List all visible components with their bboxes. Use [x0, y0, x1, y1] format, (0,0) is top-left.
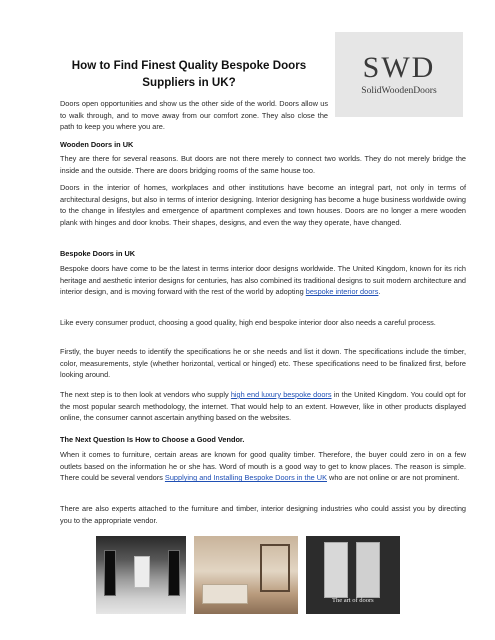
bespoke-interior-doors-link[interactable]: bespoke interior doors	[305, 287, 379, 297]
paragraph-3-end: .	[378, 287, 381, 297]
paragraph-7-end: who are not online or are not prominent.	[327, 473, 460, 483]
paragraph-7	[60, 449, 466, 484]
company-logo	[335, 32, 463, 117]
black-doors-photo	[306, 536, 400, 614]
paragraph-6-end: in the United Kingdom. You could opt for the most popular search methodology, the internet. That would help to an extent. However, like in other products displayed online, the consumer cannot ascertain anything based on the websites.	[60, 390, 466, 423]
logo-initials: SWD	[362, 51, 436, 84]
paragraph-2: Doors in the interior of homes, workplaces and other institutions have become an integral part, not only in terms of architectural designs, but also in terms of interior designing. Interior designing has become a huge business worldwide owing to the change in lifestyles and emergence of apartment complexes and town houses. Doors are no longer a mere wooden plank with hinges and door knobs. Their shapes, designs, and even the way they operate, have changed.	[60, 183, 466, 227]
section-heading-bespoke-doors: Bespoke Doors in UK	[60, 249, 136, 258]
supplying-installing-doors-link[interactable]: Supplying and Installing Bespoke Doors in the UK	[164, 473, 327, 483]
paragraph-8: There are also experts attached to the furniture and timber, interior designing industries who could assist you by directing you to the appropriate vendor.	[60, 504, 466, 525]
paragraph-4: Like every consumer product, choosing a good quality, high end bespoke interior door also needs a careful process.	[60, 318, 436, 327]
living-room-photo	[194, 536, 298, 614]
section-heading-wooden-doors: Wooden Doors in UK	[60, 140, 134, 149]
paragraph-5: Firstly, the buyer needs to identify the specifications he or she needs and list it down. The specifications include the timber, color, measurements, style (whether horizontal, vertical or hinged) etc. These specifications need to be finalized first, before looking around.	[60, 347, 466, 380]
paragraph-7-text: When it comes to furniture, certain areas are known for good quality timber. Therefore, the buyer could zero in on a few outlets based on the information he or she has. Word of mouth is a good way to get to know places. The reason is simple. There could be several vendors	[60, 450, 466, 483]
page-title: How to Find Finest Quality Bespoke Doors Suppliers in UK?	[71, 59, 307, 89]
photo-caption: The art of doors	[332, 597, 374, 604]
paragraph-6	[60, 389, 466, 424]
paragraph-3-text: Bespoke doors have come to be the latest in terms interior door designs worldwide. The United Kingdom, known for its rich heritage and aesthetic interior designs for centuries, has also combined its traditional designs to suit modern architecture and interior design, and is moving forward with the rest of the world by adopting	[60, 264, 466, 297]
paragraph-6-text: The next step is to then look at vendors who supply	[60, 390, 231, 399]
hallway-doors-photo	[96, 536, 186, 614]
intro-paragraph: Doors open opportunities and show us the other side of the world. Doors allow us to walk through, and to move away from our comfort zone. They also close the path to keep you where you are.	[60, 99, 328, 132]
paragraph-3	[60, 263, 466, 298]
luxury-bespoke-doors-link[interactable]: high end luxury bespoke doors	[230, 390, 332, 399]
logo-name: SolidWoodenDoors	[361, 85, 437, 96]
section-heading-vendor: The Next Question Is How to Choose a Good Vendor.	[60, 435, 245, 444]
paragraph-1: They are there for several reasons. But doors are not there merely to connect two worlds. They do not merely bridge the inside and the outside. There are doors bridging rooms of the same house too.	[60, 154, 466, 175]
